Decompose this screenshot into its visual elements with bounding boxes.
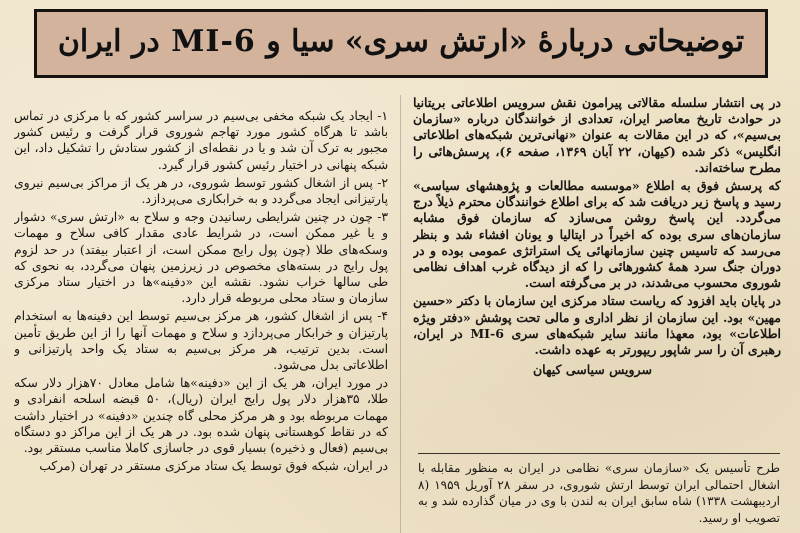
intro-paragraph: که پرسش فوق به اطلاع «موسسه مطالعات و پژوهشهای سیاسی» رسید و پاسخ زیر دریافت شد که برای اطلاع خوانندگان محترم ذیلاً درج می‌گردد. این پاسخ روشن می‌سازد که سازمان فوق مشابه سازمان‌های سری بوده که اخیراً در ایتالیا و یونان افشاء شد و بنظر می‌رسد که تاسیس چنین سازمانهائی یک استراتژی عمومی بوده و در دوران جنگ سرد همهٔ کشورهائی را که از دیدگاه غرب اهداف نظامی شوروی محسوب می‌شدند، در بر می‌گرفته است. [413,178,781,291]
intro-column [413,95,781,450]
point-paragraph: ۱- ایجاد یک شبکه مخفی بی‌سیم در سراسر کشور که با مرکزی در تماس باشد تا هرگاه کشور مورد تهاجم شوروی قرار گرفت و رئیس کشور مجبور به ترک آن شد و یا در نقطه‌ای از کشور ستادش را تشکیل داد، این شبکه پنهانی در اختیار رئیس کشور قرار گیرد. [14,109,388,172]
point-paragraph: ۲- پس از اشغال کشور توسط شوروی، در هر یک از مراکز بی‌سیم نیروی پارتیزانی ایجاد می‌گردد و به خرابکاری می‌پردازد. [14,175,388,207]
point-paragraph: ۳- چون در چنین شرایطی رسانیدن وجه و سلاح به «ارتش سری» دشوار و یا غیر ممکن است، در شرایط عادی مقدار کافی سلاح و مهمات وسکه‌های طلا (چون پول رایج ممکن است، از اعتبار بیفتد) در حد لزوم پول رایج در بسته‌های مخصوص در زیرزمین پنهان می‌گردد، به نحوی که طی سالها خراب نشود. نقشه این «دفینه»ها در اختیار ستاد مرکزی سازمان و ستاد محلی مربوطه قرار دارد. [14,210,388,306]
point-paragraph: در ایران، شبکه فوق توسط یک ستاد مرکزی مستقر در تهران (مرکب [39,459,388,474]
byline: سرویس سیاسی کیهان [533,362,652,378]
headline-box [34,9,768,78]
point-paragraph: ۴- پس از اشغال کشور، هر مرکز بی‌سیم توسط این دفینه‌ها به استخدام پارتیزان و خرابکار می‌پردازد و سلاح و مهمات آنها را از این طریق تأمین است. بدین ترتیب، هر مرکز بی‌سیم به ستاد یک واحد پارتیزانی و اطلاعاتی بدل می‌شود. [14,309,388,373]
footnote: طرح تأسیس یک «سازمان سری» نظامی در ایران به منظور مقابله با اشغال احتمالی ایران توسط ارتش شوروی، در سفر ۲۸ آوریل ۱۹۵۹ (۸ اردیبهشت ۱۳۳۸) شاه سابق ایران به لندن با وی در میان گذارده شد و به تصویب او رسید. [418,461,780,525]
point-paragraph: در مورد ایران، هر یک از این «دفینه»ها شامل معادل ۷۰هزار دلار سکه طلا، ۳۵هزار دلار پول رایج ایران (ریال)، ۵۰ قبضه اسلحه انفرادی و مهمات مربوطه بود و هر مرکز محلی گاه چندین «دفینه» در اختیار داشت که در نقاط کوهستانی پنهان شده بود. در هر یک از این مراکز دو دستگاه بی‌سیم (فعال و ذخیره) بسیار قوی در جاسازی کاملا مناسب مستقر بود. [14,376,388,456]
points-column [14,108,388,533]
intro-paragraph: در پی انتشار سلسله مقالاتی پیرامون نقش سرویس اطلاعاتی بریتانیا در حوادث تاریخ معاصر ایران، تعدادی از خوانندگان درباره «سازمان بی‌سیم»، که در این مقالات به عنوان «نهانی‌ترین شبکه‌های اطلاعاتی انگلیس» ذکر شده (کیهان، ۲۲ آبان ۱۳۶۹، صفحه ۶)، پرسش‌هائی را مطرح ساخته‌اند. [413,95,781,175]
intro-paragraph: در پایان باید افزود که ریاست ستاد مرکزی این سازمان با دکتر «حسین مهین» بود. این سازمان از نظر اداری و مالی تحت پوشش «دفتر ویژه اطلاعات» بود، معهذا مانند سایر شبکه‌های سری MI-6 در ایران، رهبری آن را سر شاپور ریپورتر به عهده داشت. [413,293,781,358]
footnote-rule [418,453,780,454]
column-divider [400,95,401,533]
headline: توضیحاتی دربارهٔ «ارتش سری» سیا و MI-6 در ایران [57,24,745,59]
